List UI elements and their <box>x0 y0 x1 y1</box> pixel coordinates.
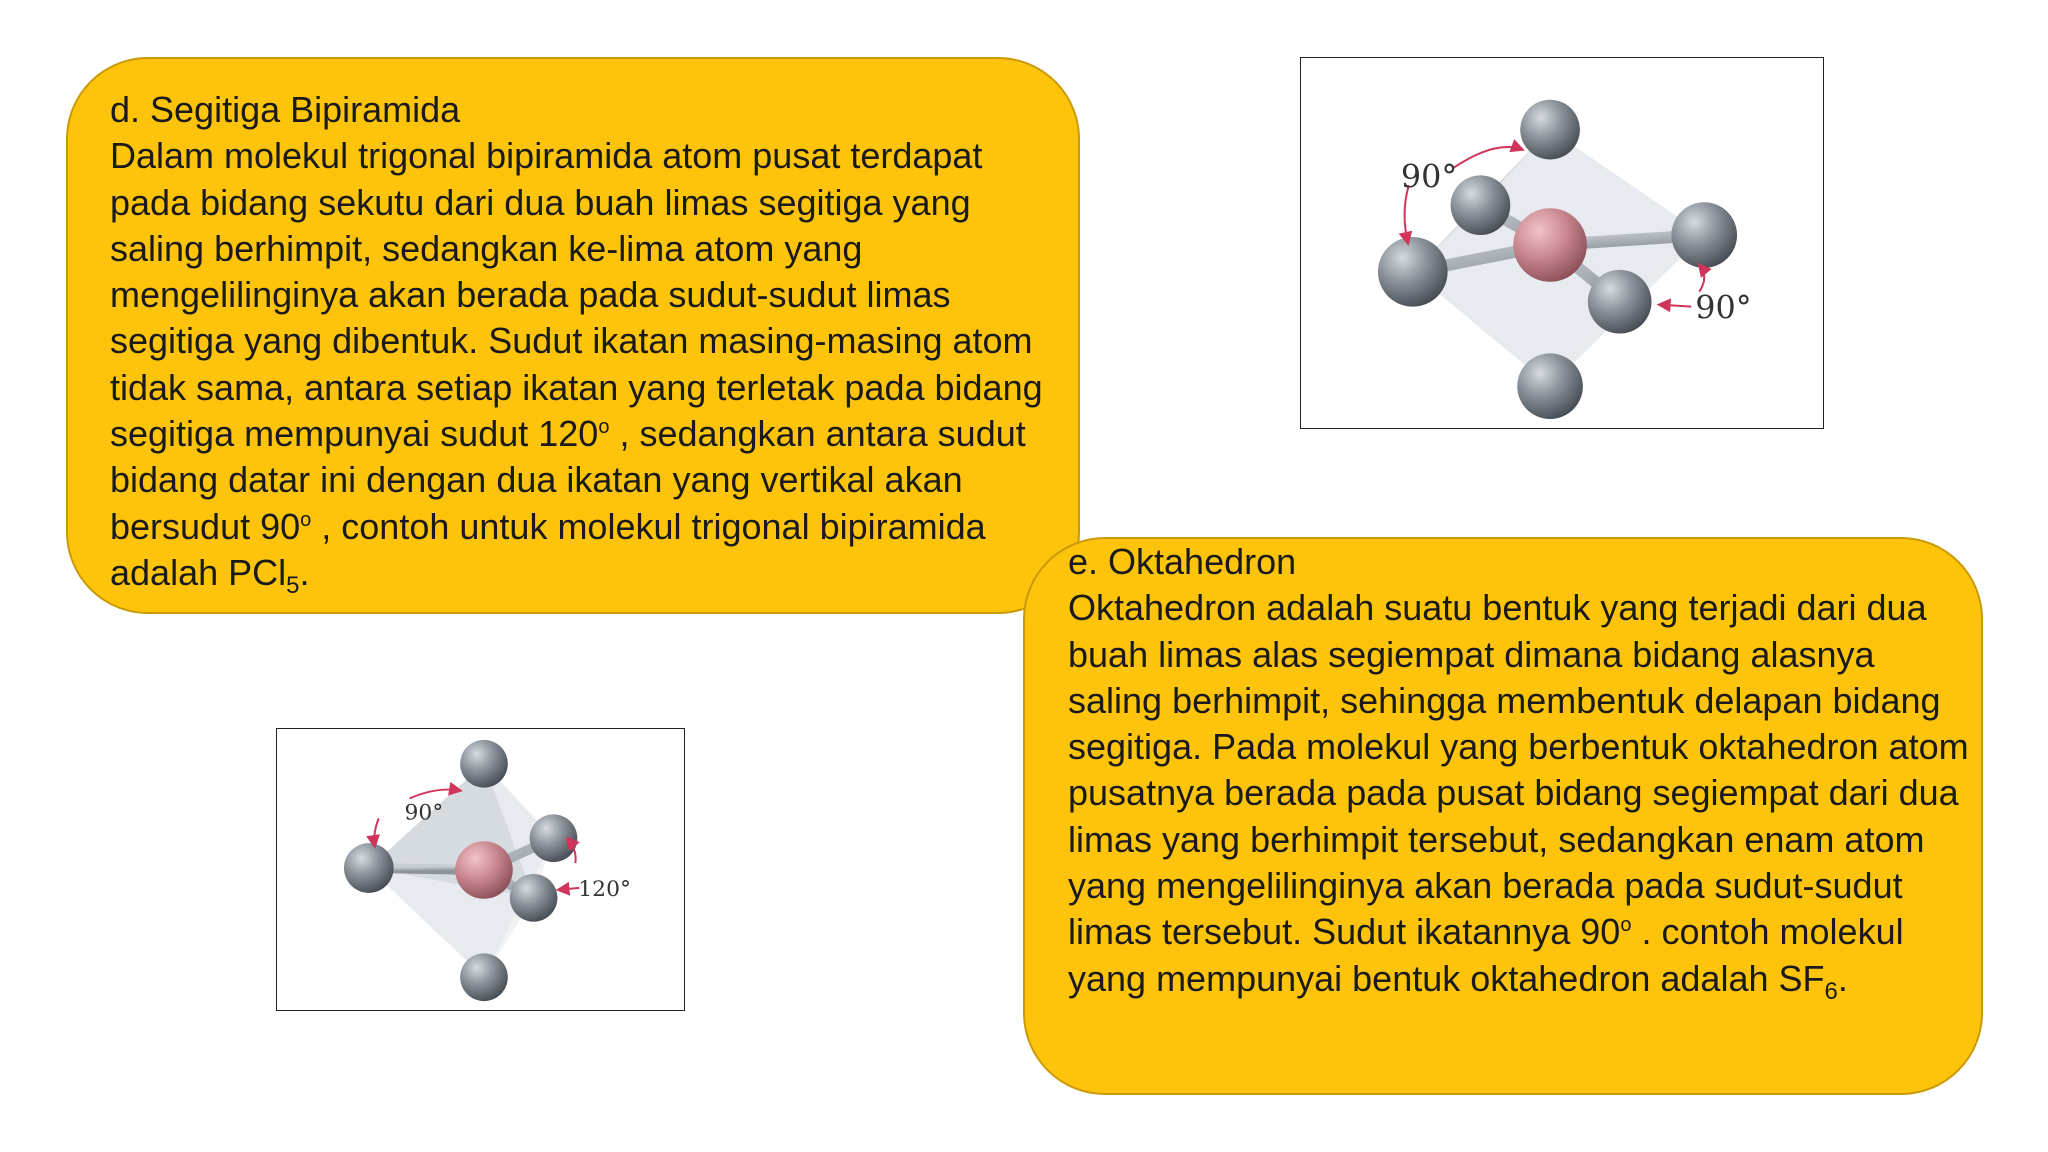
octahedral-molecule-figure <box>1300 57 1824 429</box>
section-e-body <box>1068 585 1978 1005</box>
trigonal-bipyramidal-molecule-figure <box>276 728 685 1011</box>
angle-label-120: 120° <box>578 876 631 902</box>
trigonal-bipyramidal-molecule-icon <box>277 729 684 1010</box>
section-e-period: . <box>1837 957 1848 999</box>
degree-superscript: o <box>300 508 312 531</box>
section-e-body-text: Oktahedron adalah suatu bentuk yang terjadi dari dua buah limas alas segiempat dimana bidang alasnya saling berhimpit, sehingga membentuk delapan bidang segitiga. Pada molekul yang berbentuk oktahedron atom pusatnya berada pada pusat bidang segiempat dari dua limas yang berhimpit tersebut, sedangkan enam atom yang mengelilinginya akan berada pada sudut-sudut limas tersebut. Sudut ikatannya 90 <box>1068 587 1969 953</box>
section-d-body-text: , sedangkan antara sudut bidang datar ini dengan dua ikatan yang vertikal akan bersudut 90 <box>110 413 1026 547</box>
section-d-body-text: , contoh untuk molekul trigonal bipiramida adalah PCl <box>110 505 986 593</box>
degree-superscript: o <box>1620 914 1632 937</box>
formula-subscript: 5 <box>286 571 300 599</box>
angle-label-90: 90° <box>1695 288 1752 327</box>
section-e-heading: e. Oktahedron <box>1068 541 1297 582</box>
octahedral-molecule-icon <box>1301 58 1823 428</box>
section-d-body-text: Dalam molekul trigonal bipiramida atom pusat terdapat pada bidang sekutu dari dua buah limas segitiga yang saling berhimpit, sedangkan ke-lima atom yang mengelilinginya akan berada pada sudut-sudut limas segitiga yang dibentuk. Sudut ikatan masing-masing atom tidak sama, antara setiap ikatan yang terletak pada bidang segitiga mempunyai sudut 120 <box>110 135 1043 455</box>
trigonal-bipyramid-text-box <box>66 57 1080 614</box>
degree-superscript: o <box>598 416 610 439</box>
section-d-heading: d. Segitiga Bipiramida <box>110 89 461 130</box>
angle-label-90: 90° <box>1400 157 1458 196</box>
angle-label-90: 90° <box>404 800 444 826</box>
formula-subscript: 6 <box>1824 977 1838 1005</box>
section-d-period: . <box>299 551 310 593</box>
section-e-body-text: . contoh molekul yang mempunyai bentuk oktahedron adalah SF <box>1068 911 1904 999</box>
section-d-body <box>110 133 1070 599</box>
octahedron-text-box <box>1023 537 1983 1095</box>
